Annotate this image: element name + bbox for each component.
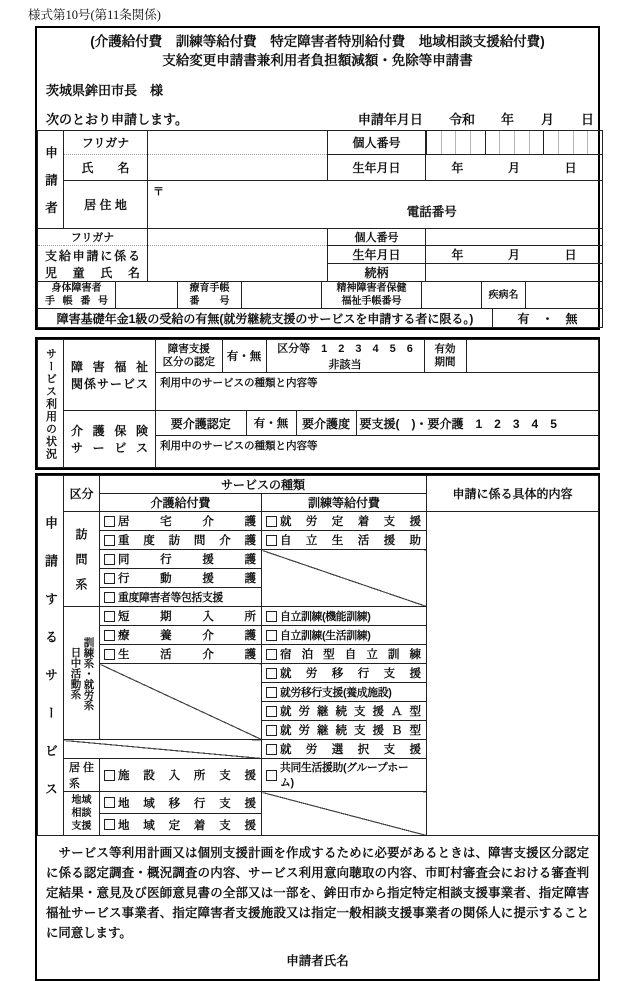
diagonal-blank-cell bbox=[262, 792, 427, 836]
service-label: 行動援護 bbox=[118, 573, 256, 586]
service-label: 地域定着支援 bbox=[118, 819, 256, 832]
era-label: 令和 bbox=[448, 111, 475, 127]
checkbox-behavior-support[interactable] bbox=[100, 569, 262, 588]
care-cert-label: 要介護認定 bbox=[156, 411, 246, 435]
checkbox-employment-transition[interactable] bbox=[262, 664, 427, 683]
phone-number-label: 電話番号 bbox=[406, 205, 457, 220]
checkbox-lodging-training[interactable] bbox=[262, 645, 427, 664]
checkbox-icon[interactable] bbox=[266, 770, 277, 781]
insurance-services-in-use-input[interactable] bbox=[156, 436, 599, 468]
detail-header: 申請に係る具体的内容 bbox=[427, 476, 599, 512]
checkbox-icon[interactable] bbox=[104, 592, 115, 603]
checkbox-group-home[interactable] bbox=[262, 759, 427, 792]
diagonal-blank-cell bbox=[262, 550, 427, 607]
month-unit: 月 bbox=[507, 248, 520, 263]
disease-name-input[interactable] bbox=[526, 282, 603, 309]
service-label: 共同生活援助(グループホーム) bbox=[280, 762, 409, 790]
checkbox-employment-selection[interactable] bbox=[262, 740, 427, 759]
disease-name-label: 疾病名 bbox=[482, 282, 526, 309]
handbook-table bbox=[37, 281, 603, 309]
service-label: 自立訓練(生活訓練) bbox=[280, 629, 371, 642]
checkbox-icon[interactable] bbox=[104, 649, 115, 660]
group-residence-label: 居住 系 bbox=[64, 759, 100, 792]
service-label: 居宅介護 bbox=[118, 516, 256, 529]
service-type-header: サービスの種類 bbox=[100, 476, 427, 494]
benefit-types-title: (介護給付費 訓練等給付費 特定障害者特別給付費 地域相談支援給付費) bbox=[90, 34, 545, 49]
application-date bbox=[358, 109, 594, 128]
applicant-side-label: 申請者 bbox=[38, 130, 64, 229]
valid-period-label: 有効 期間 bbox=[424, 340, 466, 372]
checkbox-employment-continuation-b[interactable] bbox=[262, 721, 427, 740]
apply-service-table bbox=[37, 475, 599, 836]
checkbox-icon[interactable] bbox=[266, 668, 277, 679]
checkbox-independent-life-assist[interactable] bbox=[262, 531, 427, 550]
checkbox-icon[interactable] bbox=[104, 535, 115, 546]
form-number: 様式第10号(第11条関係) bbox=[28, 8, 161, 22]
group-training-employment-label: 訓練系・就労系 bbox=[82, 636, 95, 711]
relation-label: 続柄 bbox=[328, 264, 426, 282]
disability-welfare-service-label: 障害福祉 関係サービス bbox=[64, 340, 156, 411]
applicant-furigana-label: フリガナ bbox=[64, 130, 148, 154]
applicant-section-box bbox=[35, 26, 600, 330]
checkbox-comprehensive-support[interactable] bbox=[100, 588, 262, 607]
applicant-personal-number-input[interactable] bbox=[426, 130, 603, 154]
applicant-birthdate-input[interactable] bbox=[426, 154, 603, 180]
applicant-name-label: 氏 名 bbox=[64, 154, 148, 180]
checkbox-medical-care[interactable] bbox=[100, 626, 262, 645]
child-name-label bbox=[38, 246, 148, 282]
consent-paragraph: サービス等利用計画又は個別支援計画を作成するために必要があるときは、障害支援区分認定に係る認定調査・概況調査の内容、サービス利用意向聴取の内容、市町村審査会における審査判定結果・意見及び医師意見書の全部又は一部を、鉾田市から指定特定相談支援事業者、指定障害福祉サービス事業者、指定障害者支援施設又は指定一般相談支援事業者の関係人に提示することに同意します。 bbox=[46, 846, 589, 941]
checkbox-icon[interactable] bbox=[266, 516, 277, 527]
service-label: 宿泊型自立訓練 bbox=[280, 649, 422, 662]
training-benefit-header: 訓練等給付費 bbox=[262, 494, 427, 512]
applicant-address-label: 居 住 地 bbox=[64, 181, 148, 229]
care-benefit-header: 介護給付費 bbox=[100, 494, 262, 512]
child-furigana-input[interactable] bbox=[148, 229, 328, 246]
checkbox-functional-training[interactable] bbox=[262, 607, 427, 626]
service-label: 施設入所支援 bbox=[118, 770, 256, 783]
postal-mark: 〒 bbox=[153, 186, 164, 199]
checkbox-icon[interactable] bbox=[104, 573, 115, 584]
applicant-personal-number-label: 個人番号 bbox=[328, 130, 426, 154]
applicant-birthdate-label: 生年月日 bbox=[328, 154, 426, 180]
intro-text: 次のとおり申請します。 bbox=[46, 111, 188, 127]
service-label: 重度障害者等包括支援 bbox=[118, 591, 223, 604]
apply-side-label: 申請するサービス bbox=[38, 476, 64, 836]
support-category-cert-label: 障害支援 区分の認定 bbox=[156, 340, 222, 372]
service-label: 重度訪問介護 bbox=[118, 535, 256, 548]
checkbox-icon[interactable] bbox=[266, 535, 277, 546]
service-label: 同行援護 bbox=[118, 554, 256, 567]
basic-pension-label: 障害基礎年金1級の受給の有無(就労継続支援のサービスを申請する者に限る。) bbox=[38, 309, 493, 328]
child-birthdate-label: 生年月日 bbox=[328, 246, 426, 264]
pension-table bbox=[37, 308, 603, 328]
group-daytime-label bbox=[64, 607, 100, 740]
care-insurance-service-label: 介護保険 サービス bbox=[64, 411, 156, 468]
checkbox-community-settlement[interactable] bbox=[100, 814, 262, 836]
form-main-title: 支給変更申請書兼利用者負担額減額・免除等申請書 bbox=[162, 52, 473, 68]
applicant-address-input[interactable] bbox=[148, 181, 603, 229]
checkbox-icon[interactable] bbox=[266, 649, 277, 660]
checkbox-icon[interactable] bbox=[266, 611, 277, 622]
child-furigana-label: フリガナ bbox=[38, 229, 148, 246]
care-level-label: 要介護度 bbox=[296, 411, 356, 435]
category-header: 区分 bbox=[64, 476, 100, 512]
service-status-table bbox=[37, 339, 599, 468]
mental-handbook-input[interactable] bbox=[422, 282, 482, 309]
in-use-label: 利用中のサービスの種類と内容等 bbox=[160, 377, 318, 390]
checkbox-employment-continuation-a[interactable] bbox=[262, 702, 427, 721]
checkbox-icon[interactable] bbox=[266, 744, 277, 755]
applicant-furigana-input[interactable] bbox=[148, 130, 328, 154]
valid-period-input[interactable] bbox=[466, 340, 598, 372]
applicant-name-input[interactable] bbox=[148, 154, 328, 180]
diagonal-blank-cell bbox=[64, 740, 262, 759]
year-unit: 年 bbox=[451, 160, 464, 175]
month-unit: 月 bbox=[507, 160, 520, 175]
checkbox-icon[interactable] bbox=[104, 797, 115, 808]
checkbox-icon[interactable] bbox=[266, 725, 277, 736]
service-status-box bbox=[35, 337, 600, 470]
service-label: 就労移行支援(養成施設) bbox=[280, 686, 392, 699]
relation-input[interactable] bbox=[426, 264, 603, 282]
physical-handbook-label: 身体障害者 手帳番号 bbox=[38, 282, 116, 309]
application-detail-input[interactable] bbox=[427, 512, 599, 836]
checkbox-icon[interactable] bbox=[104, 819, 115, 830]
day-label: 日 bbox=[580, 111, 594, 127]
checkbox-icon[interactable] bbox=[266, 687, 277, 698]
service-label: 自立訓練(機能訓練) bbox=[280, 610, 371, 623]
addressee: 茨城県鉾田市長 様 bbox=[46, 82, 164, 98]
care-cert-yes-no-option[interactable]: 有・無 bbox=[246, 411, 296, 435]
in-use-label: 利用中のサービスの種類と内容等 bbox=[160, 440, 318, 453]
checkbox-employment-retention[interactable] bbox=[262, 512, 427, 531]
child-name-label-line2: 児童氏名 bbox=[45, 265, 140, 280]
cert-yes-no-option[interactable]: 有・無 bbox=[222, 340, 266, 372]
personal-number-grid[interactable] bbox=[426, 131, 602, 154]
day-unit: 日 bbox=[564, 248, 577, 263]
date-label: 申請年月日 bbox=[357, 111, 423, 127]
checkbox-icon[interactable] bbox=[104, 554, 115, 565]
child-personal-number-input[interactable] bbox=[426, 229, 603, 246]
checkbox-icon[interactable] bbox=[104, 516, 115, 527]
group-visit-label: 訪問系 bbox=[64, 512, 100, 607]
physical-handbook-input[interactable] bbox=[116, 282, 178, 309]
pension-yes-no-option[interactable]: 有 ・ 無 bbox=[493, 309, 603, 328]
apply-service-box bbox=[35, 473, 600, 981]
checkbox-icon[interactable] bbox=[104, 770, 115, 781]
applicant-signature-label: 申請者氏名 bbox=[286, 954, 349, 969]
checkbox-severe-home-care[interactable] bbox=[100, 531, 262, 550]
category-scale-option[interactable]: 区分等 1 2 3 4 5 6 非該当 bbox=[266, 340, 424, 372]
group-daytime-activity-label: 日中活動系 bbox=[69, 647, 82, 700]
checkbox-short-stay[interactable] bbox=[100, 607, 262, 626]
checkbox-facility-admission[interactable] bbox=[100, 759, 262, 792]
rehab-handbook-label: 療育手帳 番 号 bbox=[178, 282, 242, 309]
rehab-handbook-input[interactable] bbox=[242, 282, 322, 309]
care-level-scale-option[interactable]: 要支援( )・要介護 1 2 3 4 5 bbox=[359, 416, 557, 431]
checkbox-accompaniment-support[interactable] bbox=[100, 550, 262, 569]
checkbox-home-care[interactable] bbox=[100, 512, 262, 531]
service-label: 就労継続支援Ａ型 bbox=[280, 706, 422, 719]
checkbox-community-transition[interactable] bbox=[100, 792, 262, 814]
service-label: 短期入所 bbox=[118, 611, 256, 624]
checkbox-icon[interactable] bbox=[104, 611, 115, 622]
child-personal-number-label: 個人番号 bbox=[328, 229, 426, 246]
mental-handbook-label: 精神障害者保健 福祉手帳番号 bbox=[322, 282, 422, 309]
child-name-label-line1: 支給申請に係る bbox=[45, 248, 140, 263]
checkbox-icon[interactable] bbox=[104, 630, 115, 641]
service-label: 就労定着支援 bbox=[280, 516, 422, 529]
service-label: 就労継続支援Ｂ型 bbox=[280, 725, 422, 738]
checkbox-life-training[interactable] bbox=[262, 626, 427, 645]
group-community-support-label: 地域 相談 支援 bbox=[64, 792, 100, 836]
year-label: 年 bbox=[500, 111, 514, 127]
service-label: 就労移行支援 bbox=[280, 668, 422, 681]
service-label: 就労選択支援 bbox=[280, 744, 422, 757]
child-name-input[interactable] bbox=[148, 246, 328, 282]
year-unit: 年 bbox=[451, 248, 464, 263]
disability-services-in-use-input[interactable] bbox=[156, 373, 599, 411]
month-label: 月 bbox=[540, 111, 554, 127]
checkbox-icon[interactable] bbox=[266, 706, 277, 717]
service-label: 地域移行支援 bbox=[118, 797, 256, 810]
service-label: 自立生活援助 bbox=[280, 535, 422, 548]
service-label: 生活介護 bbox=[118, 649, 256, 662]
checkbox-daily-life-care[interactable] bbox=[100, 645, 262, 664]
diagonal-blank-cell bbox=[100, 664, 262, 740]
service-label: 療養介護 bbox=[118, 630, 256, 643]
service-status-side-label: サービス利用の状況 bbox=[38, 340, 64, 468]
day-unit: 日 bbox=[564, 160, 577, 175]
applicant-table bbox=[37, 130, 603, 283]
child-birthdate-input[interactable] bbox=[426, 246, 603, 264]
checkbox-icon[interactable] bbox=[266, 630, 277, 641]
checkbox-employment-transition-facility[interactable] bbox=[262, 683, 427, 702]
